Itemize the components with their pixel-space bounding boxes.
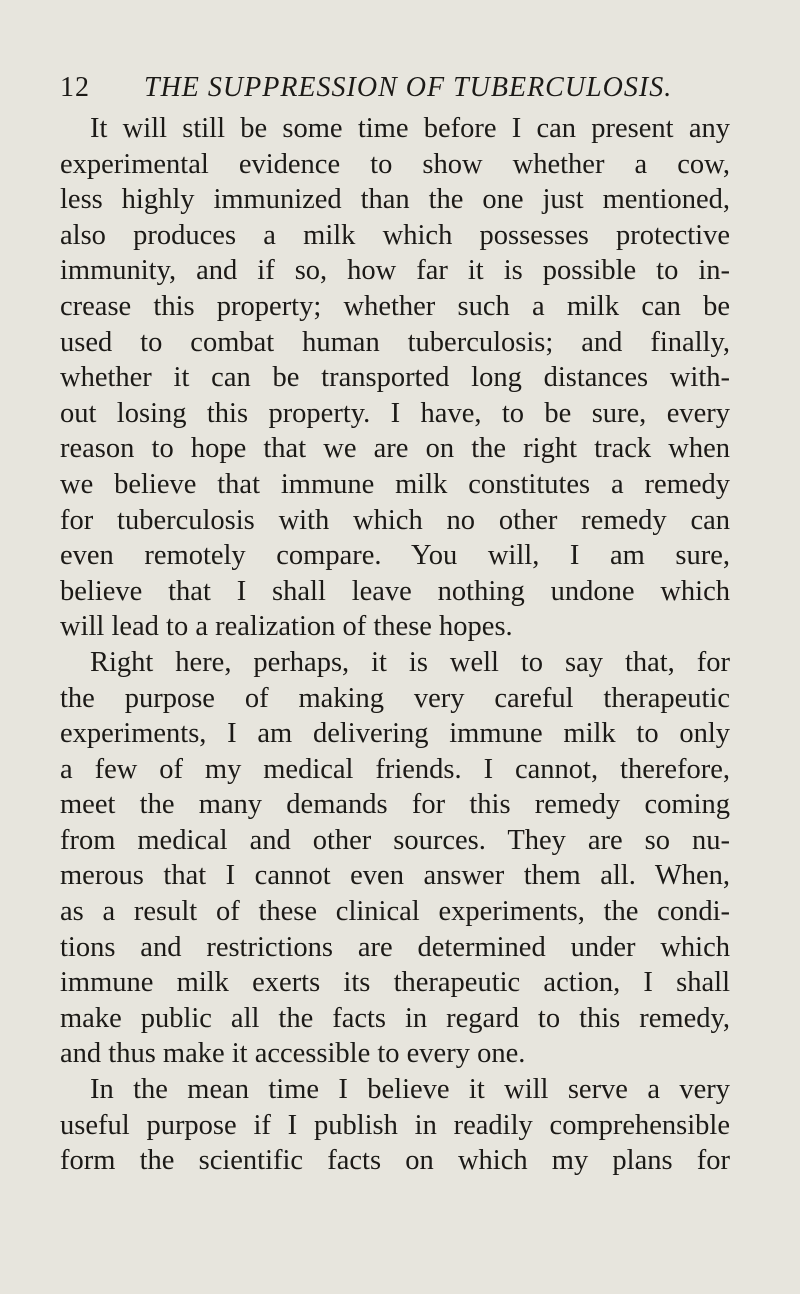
text-line: and thus make it accessible to every one. bbox=[60, 1038, 526, 1070]
paragraph bbox=[60, 1072, 730, 1179]
text-line: less highly immunized than the one just mentioned, bbox=[60, 184, 730, 216]
text-line: as a result of these clinical experiments, the condi- bbox=[60, 896, 730, 928]
text-line: from medical and other sources. They are so nu- bbox=[60, 824, 730, 856]
text-line: Right here, perhaps, it is well to say that, for bbox=[90, 646, 730, 678]
text-line: immune milk exerts its therapeutic action, I shall bbox=[60, 967, 730, 999]
page-header bbox=[0, 68, 800, 108]
body-text bbox=[60, 111, 730, 1179]
text-line: experiments, I am delivering immune milk to only bbox=[60, 718, 730, 750]
text-line: It will still be some time before I can present any bbox=[90, 113, 730, 144]
text-line: out losing this property. I have, to be sure, every bbox=[60, 397, 730, 429]
text-line: tions and restrictions are determined under which bbox=[60, 931, 730, 963]
text-line: will lead to a realization of these hopes. bbox=[60, 611, 513, 643]
text-line: also produces a milk which possesses protective bbox=[60, 219, 730, 251]
page-number: 12 bbox=[60, 72, 90, 103]
text-line: believe that I shall leave nothing undone which bbox=[60, 575, 730, 607]
text-line: experimental evidence to show whether a cow, bbox=[60, 148, 730, 180]
text-line: even remotely compare. You will, I am sure, bbox=[60, 540, 730, 572]
text-line: form the scientific facts on which my plans for bbox=[60, 1145, 730, 1177]
text-line: a few of my medical friends. I cannot, therefore, bbox=[60, 753, 730, 785]
text-line: immunity, and if so, how far it is possible to in- bbox=[60, 255, 730, 287]
text-line: we believe that immune milk constitutes a remedy bbox=[60, 468, 730, 500]
text-line: useful purpose if I publish in readily comprehensible bbox=[60, 1109, 730, 1141]
text-line: merous that I cannot even answer them all. When, bbox=[60, 860, 730, 892]
text-line: crease this property; whether such a milk can be bbox=[60, 290, 730, 322]
paragraph bbox=[60, 645, 730, 1072]
text-line: for tuberculosis with which no other remedy can bbox=[60, 504, 730, 536]
text-line: the purpose of making very careful therapeutic bbox=[60, 682, 730, 714]
text-line: In the mean time I believe it will serve a very bbox=[90, 1074, 730, 1106]
running-head: THE SUPPRESSION OF TUBERCULOSIS. bbox=[144, 72, 673, 103]
paragraph bbox=[60, 111, 730, 645]
text-line: reason to hope that we are on the right track when bbox=[60, 433, 730, 465]
text-line: whether it can be transported long distances with- bbox=[60, 362, 730, 394]
text-line: make public all the facts in regard to this remedy, bbox=[60, 1002, 730, 1034]
text-line: used to combat human tuberculosis; and finally, bbox=[60, 326, 730, 358]
text-line: meet the many demands for this remedy coming bbox=[60, 789, 730, 821]
